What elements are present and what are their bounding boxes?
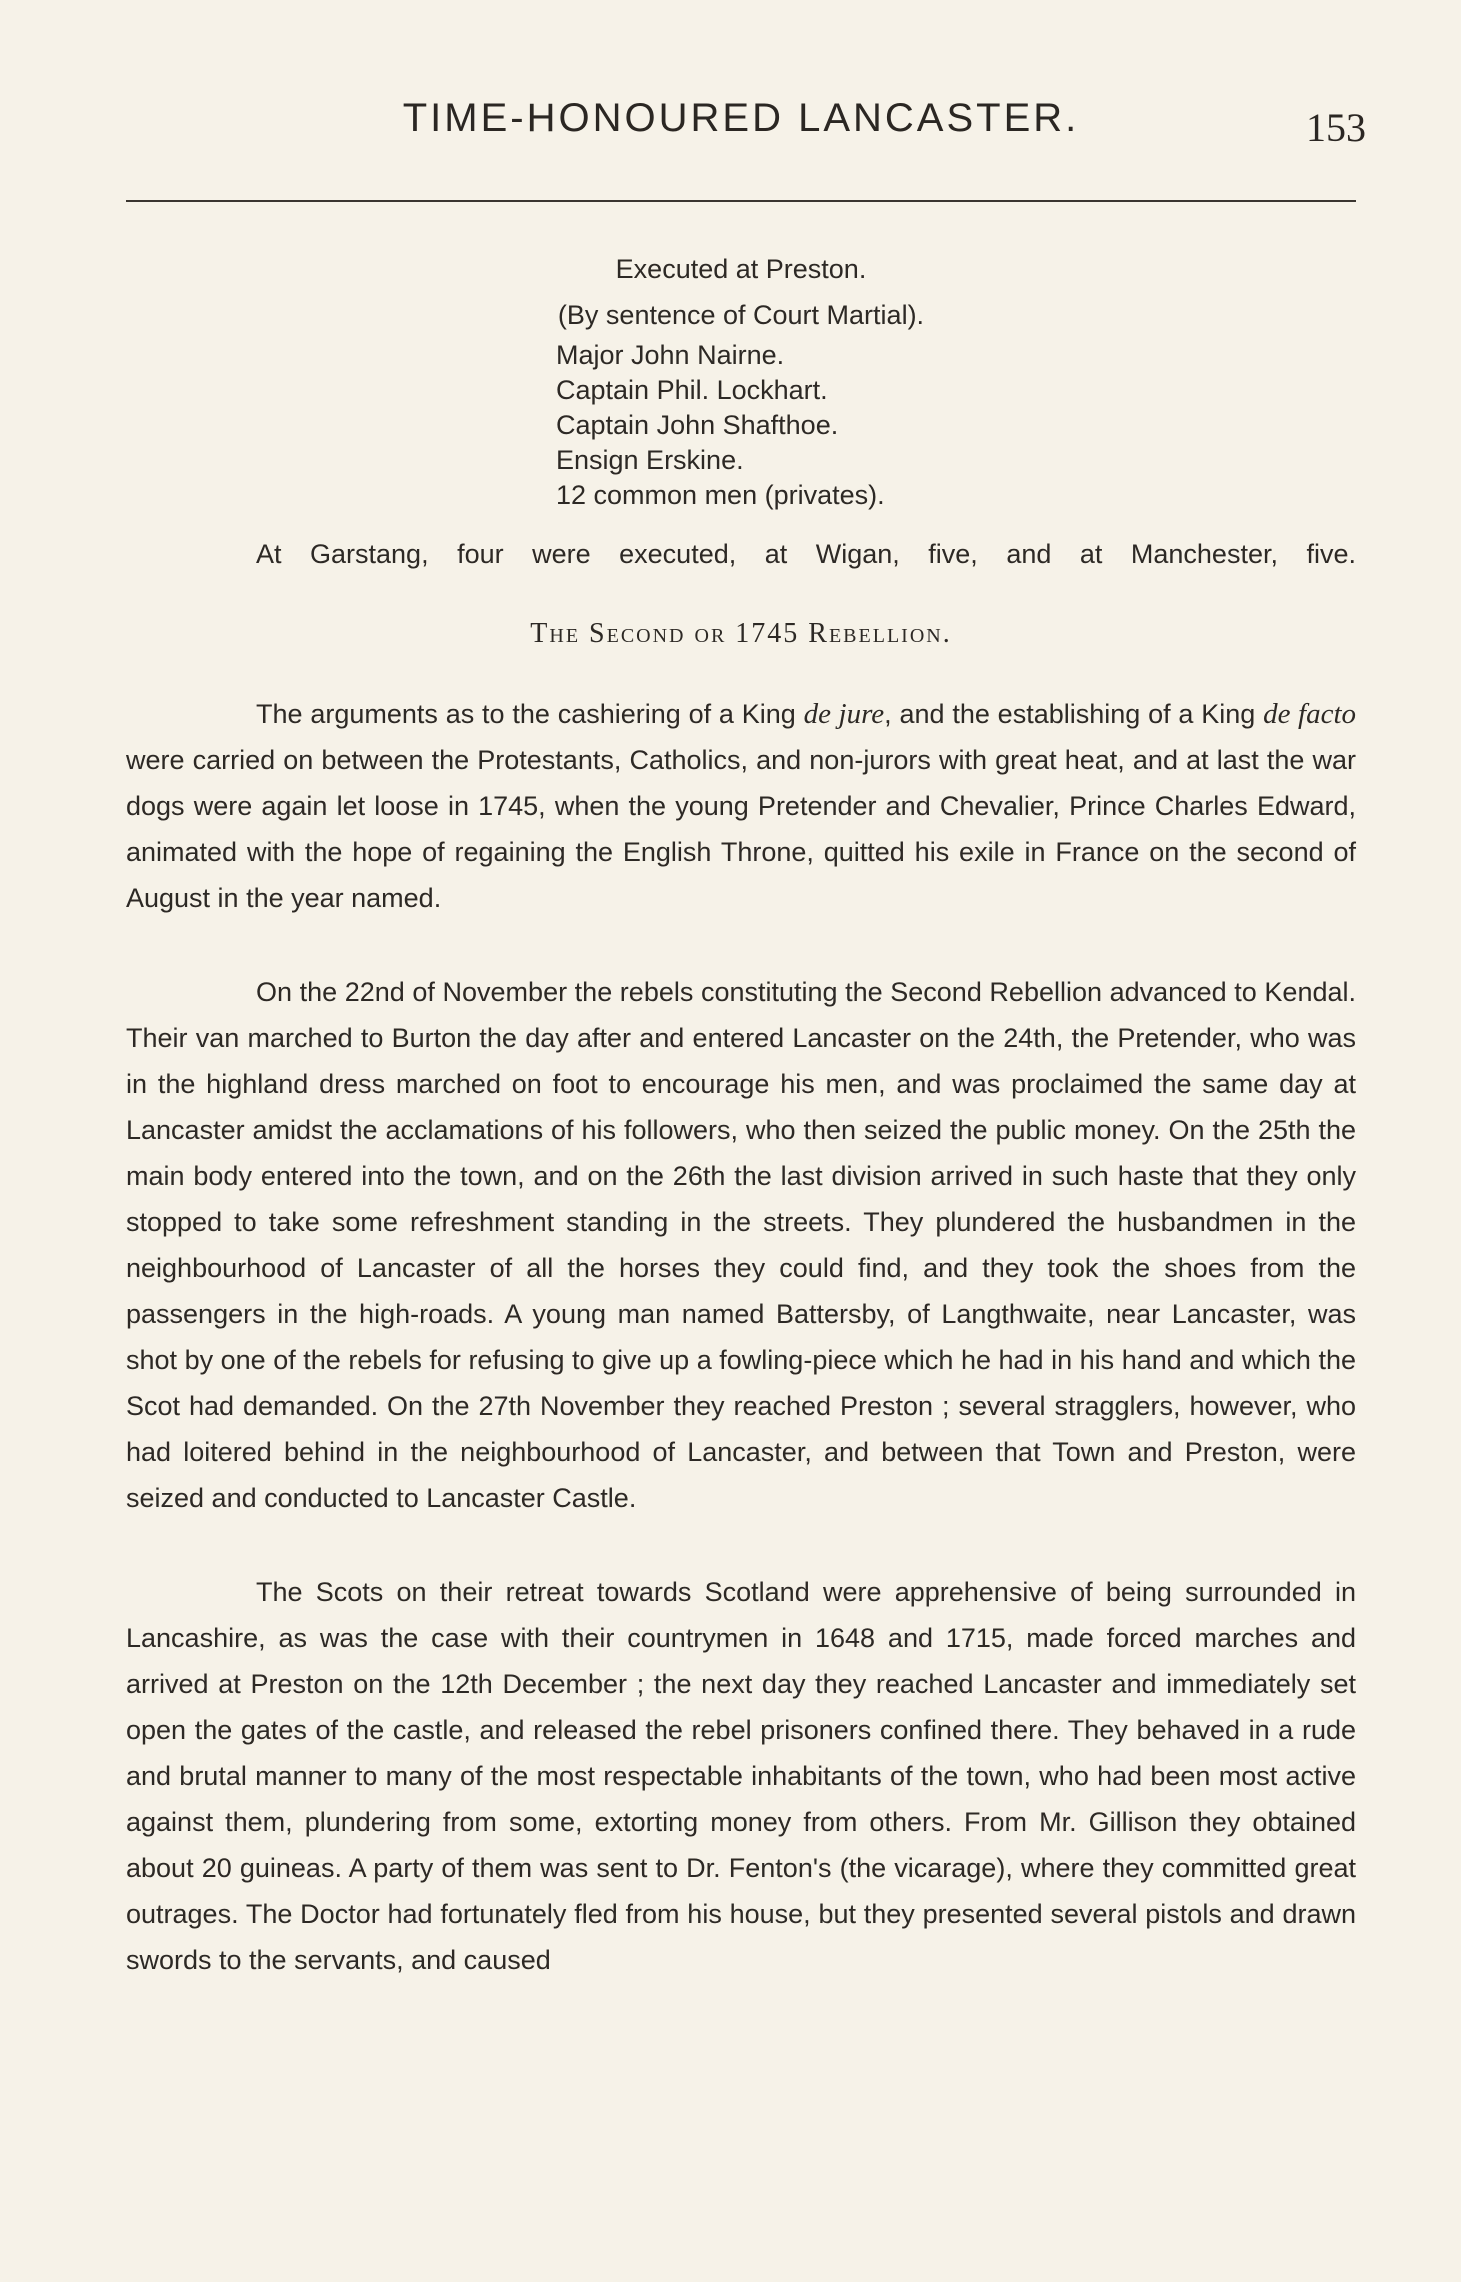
paragraph-2: On the 22nd of November the rebels constituting the Second Rebellion advanced to Kendal. Their van marched to Burton the day after and entered Lancaster on the 24th, the Pretender, who was in the highland dress marched on foot to encourage his men, and was proclaimed the same day at Lancaster amidst the acclamations of his followers, who then seized the public money. On the 25th the main body entered into the town, and on the 26th the last division arrived in such haste that they only stopped to take some refreshment standing in the streets. They plundered the husbandmen in the neighbourhood of Lancaster of all the horses they could find, and they took the shoes from the passengers in the high-roads. A young man named Battersby, of Langthwaite, near Lancaster, was shot by one of the rebels for refusing to give up a fowling-piece which he had in his hand and which the Scot had demanded. On the 27th November they reached Preston ; several stragglers, however, who had loitered behind in the neighbourhood of Lancaster, and between that Town and Preston, were seized and conducted to Lancaster Castle.	[126, 977, 1356, 1513]
list-item: Ensign Erskine.	[556, 445, 744, 475]
executed-heading: Executed at Preston.	[615, 254, 867, 284]
header-rule	[126, 200, 1356, 202]
list-item: 12 common men (privates).	[556, 480, 885, 510]
paragraph-1-text-b: , and the establishing of a King	[884, 699, 1264, 729]
list-item: Major John Nairne.	[556, 340, 785, 370]
page-header	[126, 96, 1366, 156]
paragraph-1-text-a: The arguments as to the cashiering of a King	[256, 699, 804, 729]
paragraph-3: The Scots on their retreat towards Scotland were apprehensive of being surrounded in Lancashire, as was the case with their countrymen in 1648 and 1715, made forced marches and arrived at Preston on the 12th December ; the next day they reached Lancaster and immediately set open the gates of the castle, and released the rebel prisoners confined there. They behaved in a rude and brutal manner to many of the most respectable inhabitants of the town, who had been most active against them, plundering from some, extorting money from others. From Mr. Gillison they obtained about 20 guineas. A party of them was sent to Dr. Fenton's (the vicarage), where they committed great outrages. The Doctor had fortunately fled from his house, but they presented several pistols and drawn swords to the servants, and caused	[126, 1577, 1356, 1975]
italic-de-jure: de jure	[803, 698, 885, 730]
executed-list	[556, 338, 1356, 513]
body-text	[126, 246, 1356, 1983]
page-number: 153	[1306, 105, 1366, 150]
list-item: Captain Phil. Lockhart.	[556, 375, 828, 405]
list-item: Captain John Shafthoe.	[556, 410, 839, 440]
italic-de-facto: de facto	[1263, 698, 1357, 730]
running-title: TIME-HONOURED LANCASTER.	[402, 96, 1080, 140]
paragraph-1	[126, 691, 1356, 921]
executions-summary: At Garstang, four were executed, at Wigan, five, and at Manchester, five.	[256, 539, 1356, 569]
section-heading: The Second or 1745 Rebellion.	[530, 618, 952, 649]
executed-subheading: (By sentence of Court Martial).	[557, 300, 925, 330]
paragraph-1-text-c: were carried on between the Protestants, Catholics, and non-jurors with great heat, and at last the war dogs were again let loose in 1745, when the young Pretender and Chevalier, Prince Charles Edward, animated with the hope of regaining the English Throne, quitted his exile in France on the second of August in the year named.	[126, 745, 1356, 913]
